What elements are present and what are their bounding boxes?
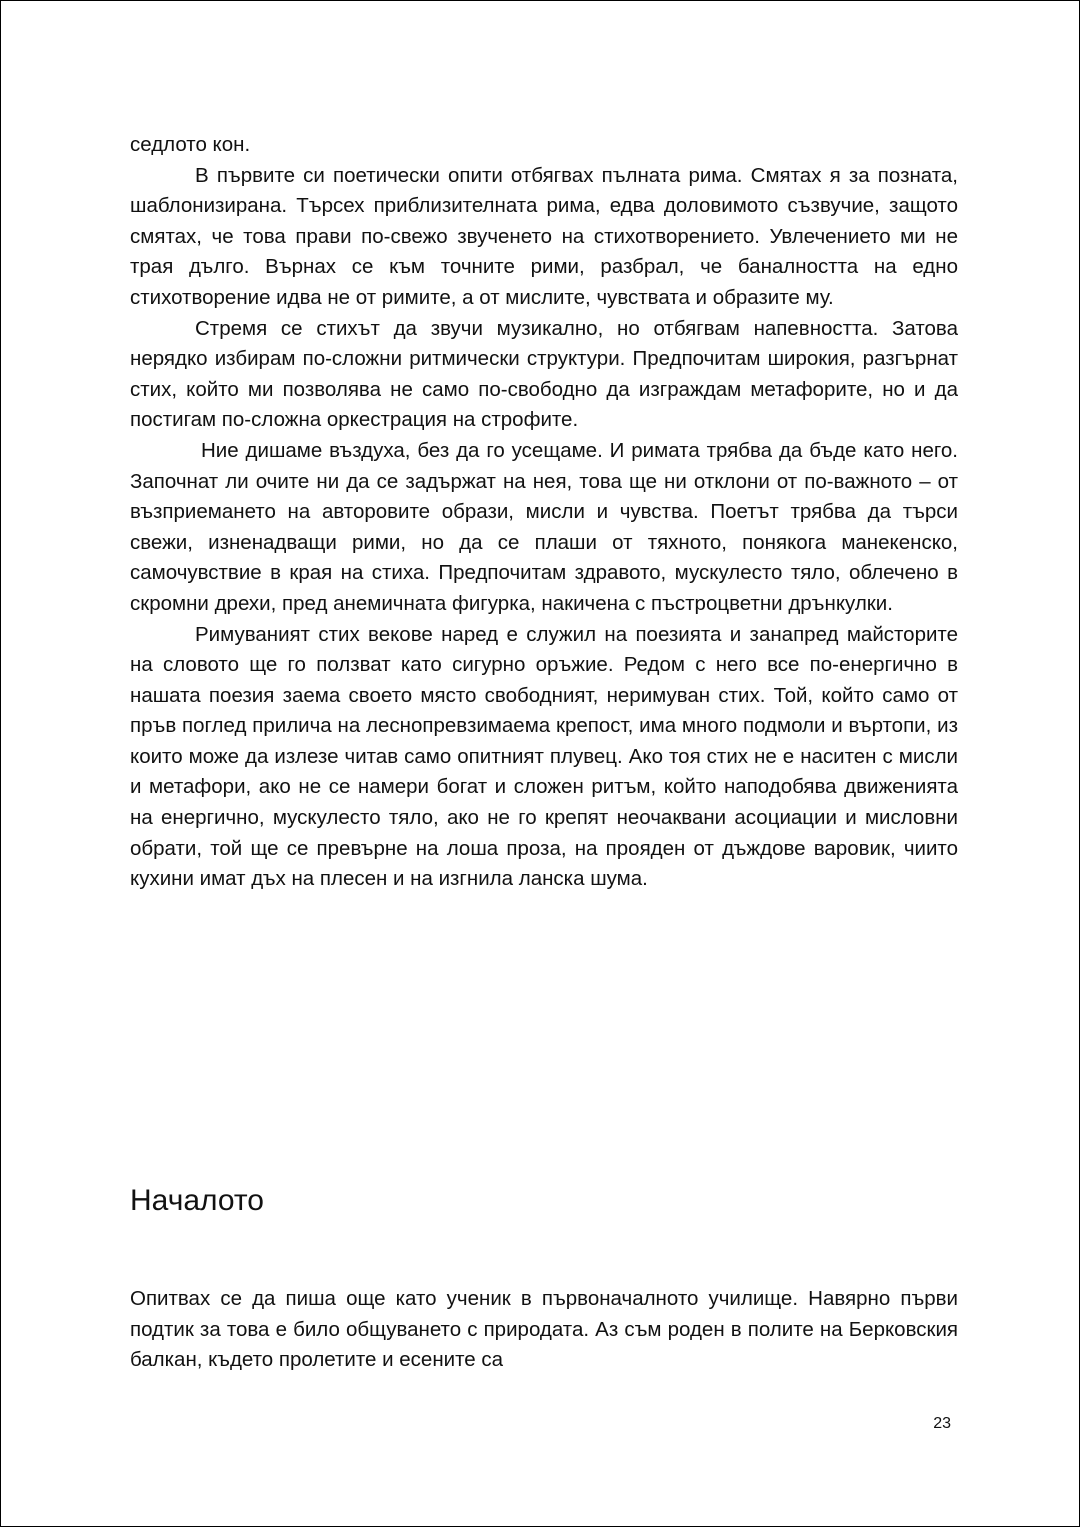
section-paragraph: Опитвах се да пиша още като ученик в първоначалното училище. Навярно първи подтик за това е било общуването с природата. Аз съм роден в полите на Берковския балкан, където пролетите и есените са <box>130 1287 958 1372</box>
body-text <box>130 130 958 895</box>
page-number: 23 <box>933 1415 951 1432</box>
paragraph-air-rhyme: Ние дишаме въздуха, без да го усещаме. И римата трябва да бъде като него. Започнат ли очите ни да се задържат на нея, това ще ни отклони от по-важното – от възприемането на авторовите образи, мисли и чувства. Поетът трябва да търси свежи, изненадващи рими, но да се плаши от тяхното, понякога манекенско, самочувствие в края на стиха. Предпочитам здравото, мускулесто тяло, облечено в скромни дрехи, пред анемичната фигурка, накичена с пъстроцветни дрънкулки. <box>130 438 958 615</box>
section-heading: Началото <box>130 1184 264 1217</box>
paragraph-musicality: Стремя се стихът да звучи музикално, но отбягвам напевността. Затова нерядко избирам по-сложни ритмически структури. Предпочитам широкия, разгърнат стих, който ми позволява не само по-свободно да изграждам метафорите, но и да постигам по-сложна оркестрация на строфите. <box>130 316 958 432</box>
paragraph-free-verse: Римуваният стих векове наред е служил на поезията и занапред майсторите на словото ще го ползват като сигурно оръжие. Редом с него все по-енергично в нашата поезия заема своето място свободният, неримуван стих. Той, който само от пръв поглед прилича на леснопревзимаема крепост, има много подмоли и въртопи, из които може да излезе читав само опитният плувец. Ако тоя стих не е наситен с мисли и метафори, ако не се намери богат и сложен ритъм, който наподобява движенията на енергично, мускулесто тяло, ако не го крепят неочаквани асоциации и мисловни обрати, той ще се превърне на лоша проза, на прояден от дъждове варовик, чиито кухини имат дъх на плесен и на изгнила ланска шума. <box>130 622 958 891</box>
paragraph-continuation: седлото кон. <box>130 133 251 156</box>
paragraph-rhyme-experiments: В първите си поетически опити отбягвах пълната рима. Смятах я за позната, шаблонизирана. Търсех приблизителната рима, едва доловимото съзвучие, защото смятах, че това прави по-свежо звученето на стихотворението. Увлечението ми не трая дълго. Върнах се към точните рими, разбрал, че баналността на едно стихотворение идва не от римите, а от мислите, чувствата и образите му. <box>130 163 958 309</box>
section-text <box>130 1284 958 1376</box>
